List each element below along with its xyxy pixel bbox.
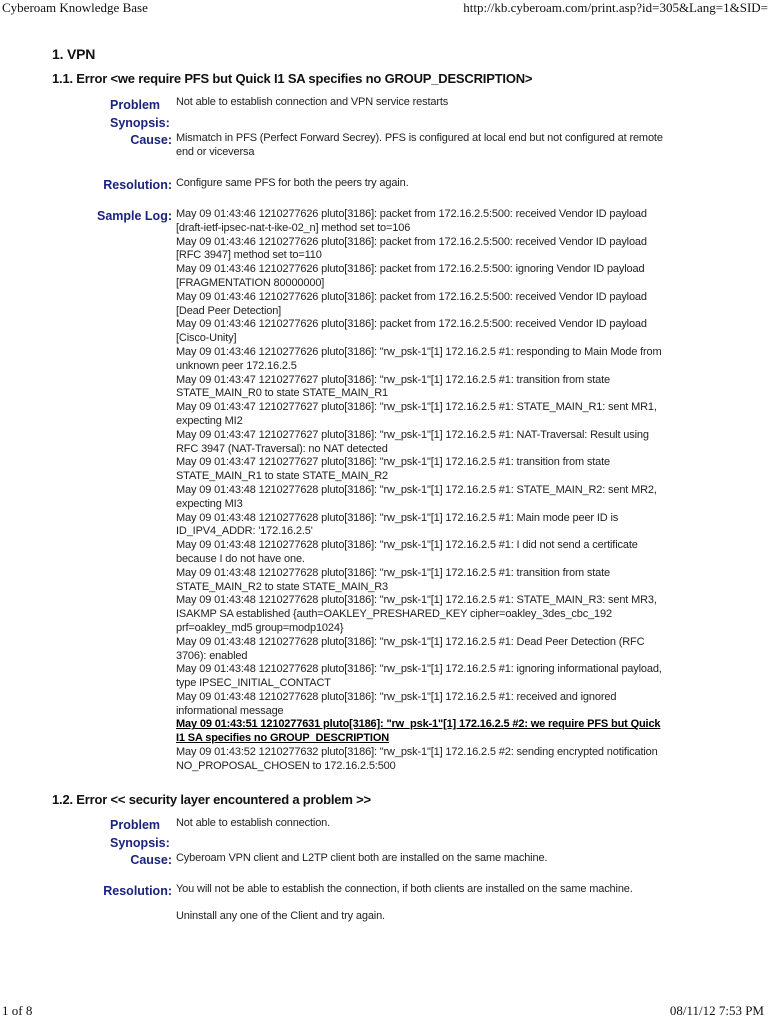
log-line: [RFC 3947] method set to=110 — [176, 249, 322, 262]
log-line: May 09 01:43:48 1210277628 pluto[3186]: "rw_psk-1"[1] 172.16.2.5 #1: received and ignored — [176, 690, 617, 703]
sample-log-label: Sample Log: — [96, 209, 172, 223]
log-line: May 09 01:43:48 1210277628 pluto[3186]: "rw_psk-1"[1] 172.16.2.5 #1: transition from state — [176, 566, 610, 579]
print-header-url: http://kb.cyberoam.com/print.asp?id=305&Lang=1&SID= — [463, 0, 768, 15]
print-datetime: 08/11/12 7:53 PM — [669, 1003, 764, 1018]
log-line: May 09 01:43:46 1210277626 pluto[3186]: packet from 172.16.2.5:500: received Vendor ID payload — [176, 318, 647, 331]
problem-label: Problem — [110, 818, 161, 832]
log-line: STATE_MAIN_R2 to state STATE_MAIN_R3 — [176, 580, 389, 593]
log-line: because I do not have one. — [176, 552, 305, 565]
cause-label: Cause: — [130, 133, 172, 147]
resolution-value — [176, 883, 716, 924]
log-line: prf=oakley_md5 group=modp1024} — [176, 621, 344, 634]
print-header-title: Cyberoam Knowledge Base — [2, 0, 148, 15]
cause-line: Mismatch in PFS (Perfect Forward Secrey). PFS is configured at local end but not configured at remote — [176, 132, 663, 144]
log-line-highlighted: May 09 01:43:51 1210277631 pluto[3186]: "rw_psk-1"[1] 172.16.2.5 #2: we require PFS but Quick — [176, 718, 661, 731]
log-line: May 09 01:43:47 1210277627 pluto[3186]: "rw_psk-1"[1] 172.16.2.5 #1: transition from state — [176, 456, 610, 469]
problem-synopsis-value: Not able to establish connection and VPN service restarts — [176, 96, 449, 108]
log-line: [FRAGMENTATION 80000000] — [176, 276, 325, 289]
resolution-line: You will not be able to establish the connection, if both clients are installed on the same machine. — [176, 883, 633, 895]
cause-line: end or viceversa — [176, 145, 255, 158]
log-line: STATE_MAIN_R0 to state STATE_MAIN_R1 — [176, 387, 389, 400]
log-line: ID_IPV4_ADDR: '172.16.2.5' — [176, 525, 313, 538]
page-number: 1 of 8 — [2, 1003, 33, 1018]
log-line: unknown peer 172.16.2.5 — [176, 359, 297, 372]
log-line-highlighted: I1 SA specifies no GROUP_DESCRIPTION — [176, 732, 390, 745]
resolution-line: Uninstall any one of the Client and try again. — [176, 909, 385, 922]
cause-value — [176, 132, 716, 160]
log-line: May 09 01:43:48 1210277628 pluto[3186]: "rw_psk-1"[1] 172.16.2.5 #1: STATE_MAIN_R2: sent MR2, — [176, 483, 657, 496]
log-line: NO_PROPOSAL_CHOSEN to 172.16.2.5:500 — [176, 759, 396, 772]
log-line: May 09 01:43:47 1210277627 pluto[3186]: "rw_psk-1"[1] 172.16.2.5 #1: NAT-Traversal: Result using — [176, 428, 649, 441]
log-line: [draft-ietf-ipsec-nat-t-ike-02_n] method set to=106 — [176, 221, 411, 234]
log-line: [Cisco-Unity] — [176, 332, 237, 345]
log-line: May 09 01:43:48 1210277628 pluto[3186]: "rw_psk-1"[1] 172.16.2.5 #1: Main mode peer ID is — [176, 511, 619, 524]
article-title: 1.1. Error <we require PFS but Quick I1 SA specifies no GROUP_DESCRIPTION> — [52, 71, 533, 86]
log-line: [Dead Peer Detection] — [176, 304, 282, 317]
log-line: May 09 01:43:46 1210277626 pluto[3186]: "rw_psk-1"[1] 172.16.2.5 #1: responding to Main Mode from — [176, 345, 662, 358]
cause-value: Cyberoam VPN client and L2TP client both are installed on the same machine. — [176, 852, 548, 864]
log-line: expecting MI3 — [176, 497, 243, 510]
article-title: 1.2. Error << security layer encountered a problem >> — [52, 792, 371, 807]
log-line: informational message — [176, 704, 284, 717]
print-header — [0, 0, 768, 16]
log-line: May 09 01:43:48 1210277628 pluto[3186]: "rw_psk-1"[1] 172.16.2.5 #1: I did not send a certificate — [176, 539, 638, 552]
log-line: May 09 01:43:46 1210277626 pluto[3186]: packet from 172.16.2.5:500: received Vendor ID payload — [176, 235, 647, 248]
problem-label: Problem — [110, 98, 161, 112]
log-line: May 09 01:43:46 1210277626 pluto[3186]: packet from 172.16.2.5:500: received Vendor ID payload — [176, 290, 647, 303]
synopsis-label: Synopsis: — [110, 836, 170, 850]
log-line: May 09 01:43:48 1210277628 pluto[3186]: "rw_psk-1"[1] 172.16.2.5 #1: STATE_MAIN_R3: sent MR3, — [176, 594, 657, 607]
log-line: May 09 01:43:47 1210277627 pluto[3186]: "rw_psk-1"[1] 172.16.2.5 #1: STATE_MAIN_R1: sent MR1, — [176, 401, 657, 414]
synopsis-label: Synopsis: — [110, 116, 170, 130]
log-line: May 09 01:43:52 1210277632 pluto[3186]: "rw_psk-1"[1] 172.16.2.5 #2: sending encrypted notification — [176, 746, 658, 759]
log-line: May 09 01:43:46 1210277626 pluto[3186]: packet from 172.16.2.5:500: ignoring Vendor ID payload — [176, 263, 645, 276]
log-line: ISAKMP SA established {auth=OAKLEY_PRESHARED_KEY cipher=oakley_3des_cbc_192 — [176, 608, 612, 621]
log-line: May 09 01:43:47 1210277627 pluto[3186]: "rw_psk-1"[1] 172.16.2.5 #1: transition from state — [176, 373, 610, 386]
cause-label: Cause: — [130, 853, 172, 867]
log-line: May 09 01:43:48 1210277628 pluto[3186]: "rw_psk-1"[1] 172.16.2.5 #1: ignoring informational payload, — [176, 663, 662, 676]
section-title: 1. VPN — [52, 46, 96, 62]
resolution-value: Configure same PFS for both the peers try again. — [176, 177, 409, 189]
log-line: expecting MI2 — [176, 414, 243, 427]
log-line: RFC 3947 (NAT-Traversal): no NAT detected — [176, 442, 388, 455]
resolution-label: Resolution: — [103, 884, 172, 898]
log-line: May 09 01:43:46 1210277626 pluto[3186]: packet from 172.16.2.5:500: received Vendor ID payload — [176, 208, 647, 220]
log-line: 3706): enabled — [176, 649, 248, 662]
log-line: May 09 01:43:48 1210277628 pluto[3186]: "rw_psk-1"[1] 172.16.2.5 #1: Dead Peer Detection (RFC — [176, 635, 645, 648]
problem-synopsis-value: Not able to establish connection. — [176, 817, 331, 829]
sample-log — [176, 208, 716, 774]
log-line: type IPSEC_INITIAL_CONTACT — [176, 677, 331, 690]
log-line: STATE_MAIN_R1 to state STATE_MAIN_R2 — [176, 470, 389, 483]
resolution-label: Resolution: — [103, 178, 172, 192]
